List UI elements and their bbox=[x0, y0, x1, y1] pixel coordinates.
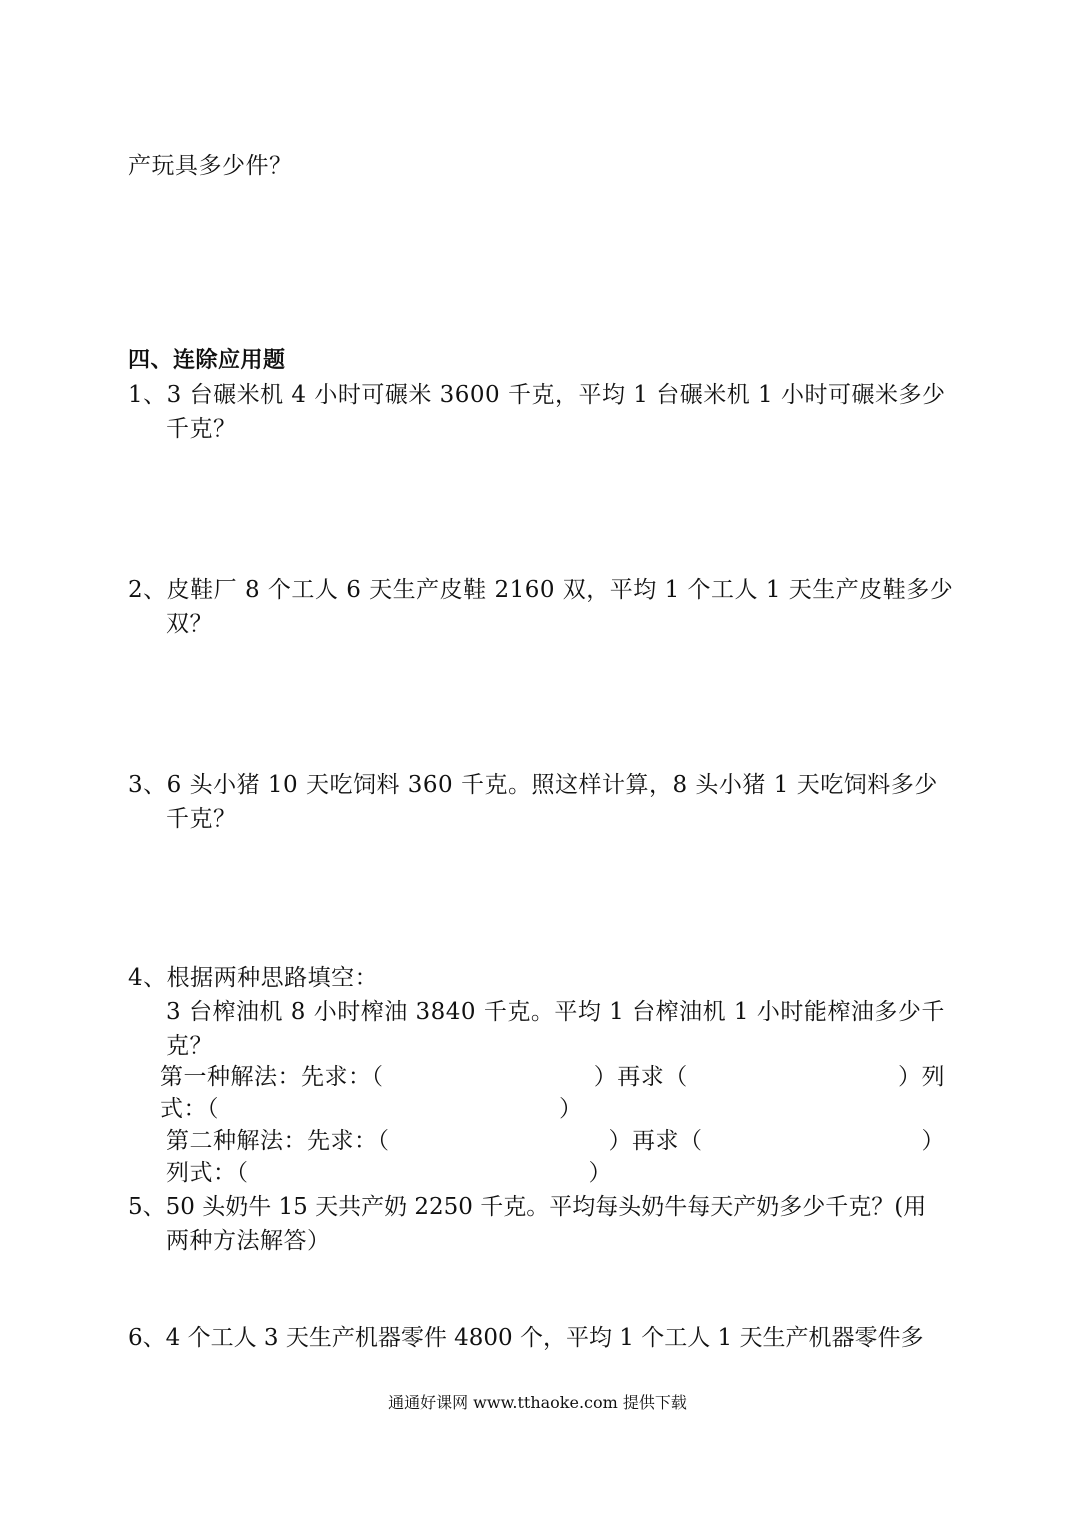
method-2-then: ）再求（ bbox=[608, 1128, 703, 1154]
method-1-row bbox=[160, 1062, 945, 1092]
question-3-line-2: 千克？ bbox=[166, 806, 237, 832]
method-1-formula-close: ） bbox=[559, 1096, 583, 1122]
question-2-line-2: 双？ bbox=[166, 611, 213, 637]
method-2-formula-row bbox=[166, 1158, 612, 1188]
method-2-end: ） bbox=[921, 1128, 945, 1154]
question-4-line-1: 4、根据两种思路填空： bbox=[128, 965, 379, 991]
method-1-formula-open: 式：（ bbox=[160, 1096, 219, 1122]
question-2-line-1: 2、皮鞋厂 8 个工人 6 天生产皮鞋 2160 双，平均 1 个工人 1 天生产皮鞋多少 bbox=[128, 577, 954, 603]
question-4-line-3: 克？ bbox=[166, 1033, 213, 1059]
question-6-line-1: 6、4 个工人 3 天生产机器零件 4800 个，平均 1 个工人 1 天生产机器零件多 bbox=[128, 1325, 924, 1351]
question-5-line-1: 5、50 头奶牛 15 天共产奶 2250 千克。平均每头奶牛每天产奶多少千克？(用 bbox=[128, 1194, 927, 1220]
question-3-line-1: 3、6 头小猪 10 天吃饲料 360 千克。照这样计算，8 头小猪 1 天吃饲料多少 bbox=[128, 772, 938, 798]
method-1-prompt: 第一种解法：先求：（ bbox=[160, 1064, 384, 1090]
method-1-formula-row bbox=[160, 1094, 583, 1124]
continuation-line: 产玩具多少件？ bbox=[128, 153, 293, 179]
method-2-prompt: 第二种解法：先求：（ bbox=[166, 1128, 390, 1154]
method-1-then: ）再求（ bbox=[593, 1064, 688, 1090]
method-1-formula-label: ）列 bbox=[898, 1064, 945, 1090]
question-1-line-1: 1、3 台碾米机 4 小时可碾米 3600 千克，平均 1 台碾米机 1 小时可碾米多少 bbox=[128, 382, 946, 408]
section-heading: 四、连除应用题 bbox=[128, 348, 286, 373]
method-2-formula-close: ） bbox=[588, 1160, 612, 1186]
page-footer: 通通好课网 www.tthaoke.com 提供下载 bbox=[388, 1393, 687, 1412]
method-2-row bbox=[166, 1126, 945, 1156]
method-2-formula-open: 列式：（ bbox=[166, 1160, 249, 1186]
question-4-line-2: 3 台榨油机 8 小时榨油 3840 千克。平均 1 台榨油机 1 小时能榨油多少千 bbox=[166, 999, 945, 1025]
question-1-line-2: 千克？ bbox=[166, 416, 237, 442]
question-5-line-2: 两种方法解答） bbox=[166, 1228, 331, 1254]
